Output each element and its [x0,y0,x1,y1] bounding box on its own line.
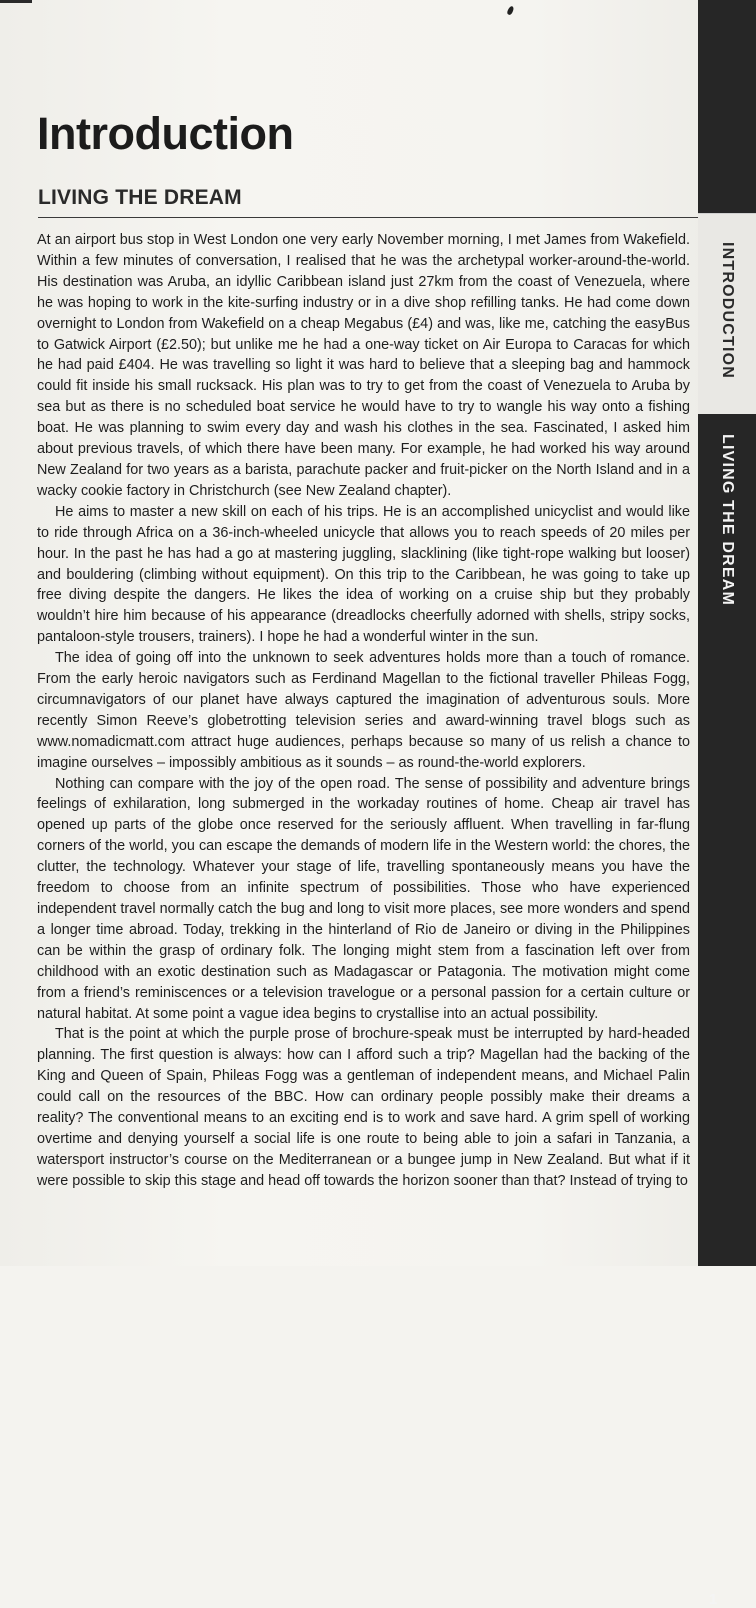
page-number: 1 [708,1591,718,1608]
sidebar-top-block [698,0,756,213]
body-text [37,230,690,1192]
chapter-sidebar [698,0,756,1608]
ink-mark [506,5,514,15]
page-edge-mark [0,0,32,3]
paragraph-2: He aims to master a new skill on each of his trips. He is an accomplished unicyclist and would like to ride through Africa on a 36-inch-wheeled unicycle that allows you to reach speeds of 20 miles per hour. In the past he has had a go at mastering juggling, slacklining (like tight-rope walking but looser) and bouldering (climbing without equipment). On this trip to the Caribbean, he was going to take up free diving despite the dangers. He likes the idea of working on a cruise ship but they probably wouldn’t hire him because of his appearance (dreadlocks cheerfully adorned with shells, stripy socks, pantaloon-style trousers, trainers). I hope he had a wonderful winter in the sun. [37,503,690,646]
tab-introduction-label: INTRODUCTION [719,242,736,380]
page-title: Introduction [37,108,294,159]
paragraph-1: At an airport bus stop in West London one very early November morning, I met James from Wakefield. Within a few minutes of conversation, I realised that he was the archetypal worker-around-the-world. His destination was Aruba, an idyllic Caribbean island just 27km from the coast of Venezuela, where he was hoping to work in the kite-surfing industry or in a dive shop refilling tanks. He had come down overnight to London from Wakefield on a cheap Megabus (£4) and was, like me, catching the easyBus to Gatwick Airport (£2.50); but unlike me he had a one-way ticket on Air Europa to Caracas for which he had paid £404. He was travelling so light it was hard to believe that a sleeping bag and hammock could fit inside his small rucksack. His plan was to try to get from the coast of Venezuela to Aruba by sea but as there is no scheduled boat service he would have to try to wangle his way onto a fishing boat. He was planning to swim every day and wash his clothes in the sea. Fascinated, I asked him about previous travels, of which there have been many. For example, he had worked his way around New Zealand for two years as a barista, parachute packer and fruit-picker on the North Island and in a wacky cookie factory in Christchurch (see New Zealand chapter). [37,232,690,499]
paragraph-5: That is the point at which the purple prose of brochure-speak must be interrupted by hard-headed planning. The first question is always: how can I afford such a trip? Magellan had the backing of the King and Queen of Spain, Phileas Fogg was a gentleman of independent means, and Michael Palin could call on the resources of the BBC. How can ordinary people possibly make their dreams a reality? The conventional means to an exciting end is to work and save hard. A grim spell of working overtime and denying yourself a social life is one route to being able to join a safari in Tanzania, a watersport instructor’s course on the Mediterranean or a bungee jump in New Zealand. But what if it were possible to skip this stage and head off towards the horizon sooner than that? Instead of trying to [37,1026,690,1189]
heading-divider [38,217,698,218]
tab-living-the-dream [698,414,756,1608]
paragraph-3: The idea of going off into the unknown to seek adventures holds more than a touch of romance. From the early heroic navigators such as Ferdinand Magellan to the fictional traveller Phileas Fogg, circumnavigators of our planet have always captured the imagination of adventurous souls. More recently Simon Reeve’s globetrotting television series and award-winning travel blogs such as www.nomadicmatt.com attract huge audiences, perhaps because so many of us relish a chance to imagine ourselves – impossibly ambitious as it sounds – as round-the-world explorers. [37,650,690,771]
paragraph-4: Nothing can compare with the joy of the open road. The sense of possibility and adventure brings feelings of exhilaration, long submerged in the workaday routines of home. Cheap air travel has opened up parts of the globe once reserved for the seriously affluent. When travelling in far-flung corners of the world, you can escape the demands of modern life in the Western world: the chores, the clutter, the technology. Whatever your stage of life, travelling spontaneously means you have the freedom to choose from an infinite spectrum of possibilities. Those who have experienced independent travel normally catch the bug and long to visit more places, see more wonders and spend a longer time abroad. Today, trekking in the hinterland of Rio de Janeiro or diving in the Philippines can be within the grasp of ordinary folk. The longing might stem from a fascination left over from childhood with an exotic destination such as Madagascar or Patagonia. The motivation might come from a friend’s reminiscences or a television travelogue or a personal passion for a certain culture or natural habitat. At some point a vague idea begins to crystallise into an actual possibility. [37,775,690,1022]
section-heading: LIVING THE DREAM [38,186,242,209]
tab-introduction [698,213,756,415]
tab-living-the-dream-label: LIVING THE DREAM [719,434,736,607]
